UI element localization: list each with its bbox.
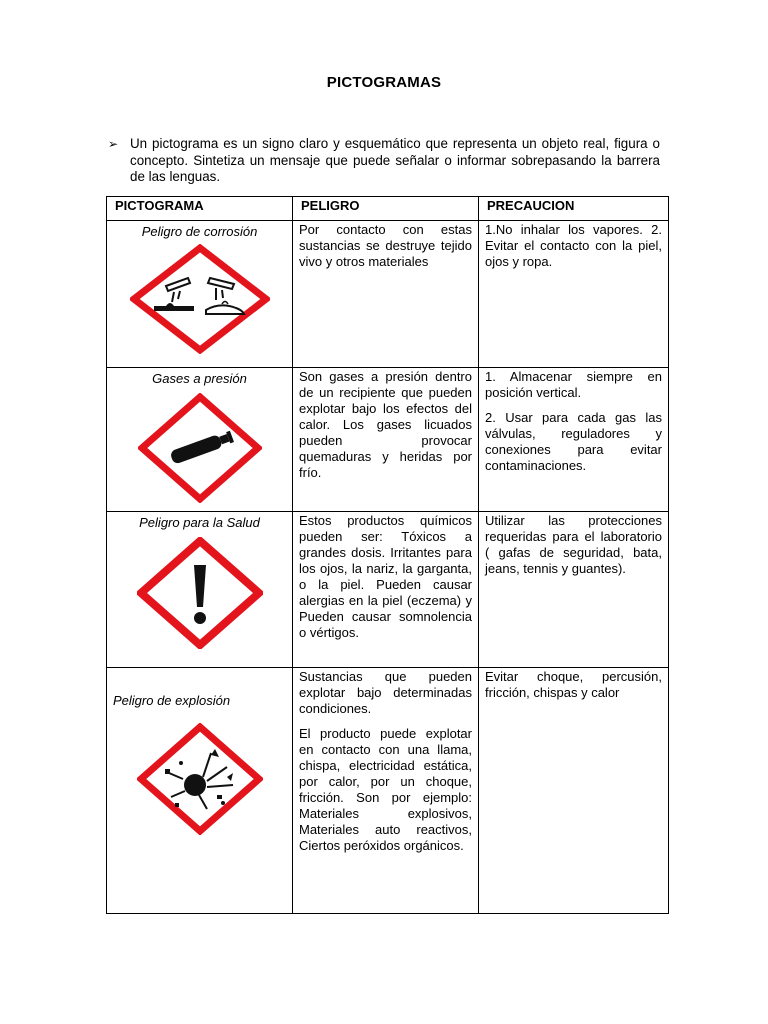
header-peligro: PELIGRO xyxy=(293,197,479,221)
peligro-cell xyxy=(293,512,479,668)
precaucion-text: 1. Almacenar siempre en posición vertical. xyxy=(485,369,662,400)
bullet-arrow-icon: ➢ xyxy=(108,137,119,151)
pictogram-cell xyxy=(107,668,293,914)
precaucion-cell xyxy=(479,221,669,368)
precaucion-text: 1.No inhalar los vapores. 2. Evitar el contacto con la piel, ojos y ropa. xyxy=(485,222,662,269)
pictogram-cell xyxy=(107,368,293,512)
pictogram-table xyxy=(106,196,669,914)
pictogram-label: Peligro para la Salud xyxy=(139,515,260,530)
exclamation-pictogram-icon xyxy=(137,537,263,649)
header-pictograma: PICTOGRAMA xyxy=(107,197,293,221)
peligro-text: Por contacto con estas sustancias se destruye tejido vivo y otros materiales xyxy=(299,222,472,269)
peligro-text: Estos productos químicos pueden ser: Tóxicos a grandes dosis. Irritantes para los ojos, la nariz, la garganta, o la piel. Pueden causar alergias en la piel (eczema) y Pueden causar somnolencia o vértigos. xyxy=(299,513,472,640)
pictogram-cell xyxy=(107,221,293,368)
peligro-text: Son gases a presión dentro de un recipiente que pueden explotar bajo los efectos del calor. Los gases licuados pueden provocar quemaduras y heridas por frío. xyxy=(299,369,472,480)
table-header-row xyxy=(107,197,669,221)
precaucion-text: Evitar choque, percusión, fricción, chispas y calor xyxy=(485,669,662,700)
header-precaucion: PRECAUCION xyxy=(479,197,669,221)
precaucion-cell xyxy=(479,512,669,668)
table-row xyxy=(107,368,669,512)
peligro-text: Sustancias que pueden explotar bajo determinadas condiciones. xyxy=(299,669,472,716)
peligro-cell xyxy=(293,221,479,368)
corrosion-pictogram-icon xyxy=(130,244,270,354)
gas-cylinder-pictogram-icon xyxy=(138,393,262,503)
peligro-text: El producto puede explotar en contacto con una llama, chispa, electricidad estática, por calor, por un choque, fricción. Son por ejemplo: Materiales explosivos, Materiales auto reactivos, Ciertos peróxidos orgánicos. xyxy=(299,726,472,853)
intro-paragraph xyxy=(108,136,660,186)
intro-text: Un pictograma es un signo claro y esquemático que representa un objeto real, figura o concepto. Sintetiza un mensaje que puede señalar o informar sobrepasando la barrera de las lenguas. xyxy=(130,136,660,184)
pictogram-cell xyxy=(107,512,293,668)
precaucion-cell xyxy=(479,368,669,512)
table-row xyxy=(107,668,669,914)
precaucion-text: 2. Usar para cada gas las válvulas, reguladores y conexiones para evitar contaminaciones. xyxy=(485,410,662,473)
peligro-cell xyxy=(293,368,479,512)
precaucion-cell xyxy=(479,668,669,914)
table-row xyxy=(107,221,669,368)
peligro-cell xyxy=(293,668,479,914)
table-row xyxy=(107,512,669,668)
precaucion-text: Utilizar las protecciones requeridas para el laboratorio ( gafas de seguridad, bata, jeans, tennis y guantes). xyxy=(485,513,662,576)
page-title: PICTOGRAMAS xyxy=(326,74,442,91)
exploding-bomb-pictogram-icon xyxy=(137,723,263,835)
pictogram-label: Peligro de corrosión xyxy=(141,224,258,239)
pictogram-label: Gases a presión xyxy=(152,371,247,386)
pictogram-label: Peligro de explosión xyxy=(113,693,231,708)
